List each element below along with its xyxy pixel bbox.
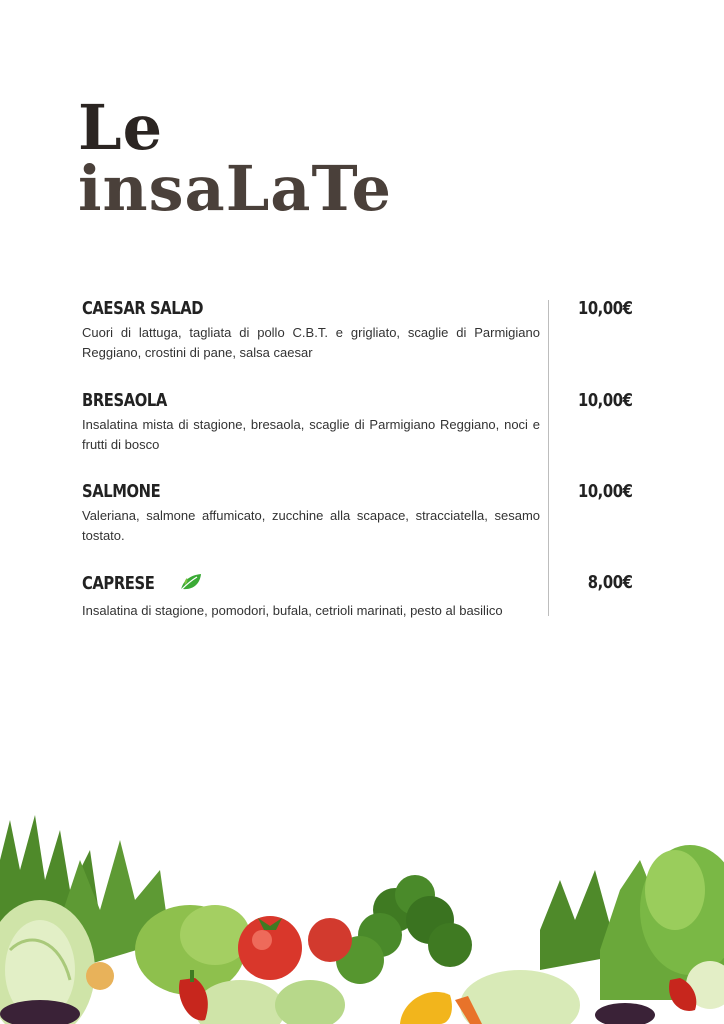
- vegetables-illustration: [0, 800, 724, 1024]
- menu-item-bresaola: [82, 390, 632, 455]
- menu-item-caesar-salad: [82, 298, 632, 363]
- item-price: 10,00€: [577, 298, 632, 319]
- item-price: 10,00€: [577, 390, 632, 411]
- item-name: BRESAOLA: [82, 390, 167, 411]
- item-price: 8,00€: [587, 572, 632, 593]
- item-description: Valeriana, salmone affumicato, zucchine alla scapace, stracciatella, sesamo tostato.: [82, 508, 540, 543]
- item-description: Insalatina mista di stagione, bresaola, scaglie di Parmigiano Reggiano, noci e frutti di bosco: [82, 417, 540, 452]
- menu-item-caprese: [82, 572, 632, 621]
- title-line-2: insaLaTe: [78, 151, 392, 225]
- item-price: 10,00€: [577, 481, 632, 502]
- item-description: Cuori di lattuga, tagliata di pollo C.B.T. e grigliato, scaglie di Parmigiano Reggiano, crostini di pane, salsa caesar: [82, 325, 540, 360]
- page-title: [78, 91, 392, 225]
- title-line-1: Le: [78, 91, 164, 164]
- item-name: SALMONE: [82, 481, 161, 502]
- item-name: CAESAR SALAD: [82, 298, 204, 319]
- vegetarian-leaf-icon: [179, 572, 203, 597]
- menu-item-salmone: [82, 481, 632, 546]
- item-description: Insalatina di stagione, pomodori, bufala, cetrioli marinati, pesto al basilico: [82, 603, 503, 618]
- item-name: CAPRESE: [82, 572, 155, 594]
